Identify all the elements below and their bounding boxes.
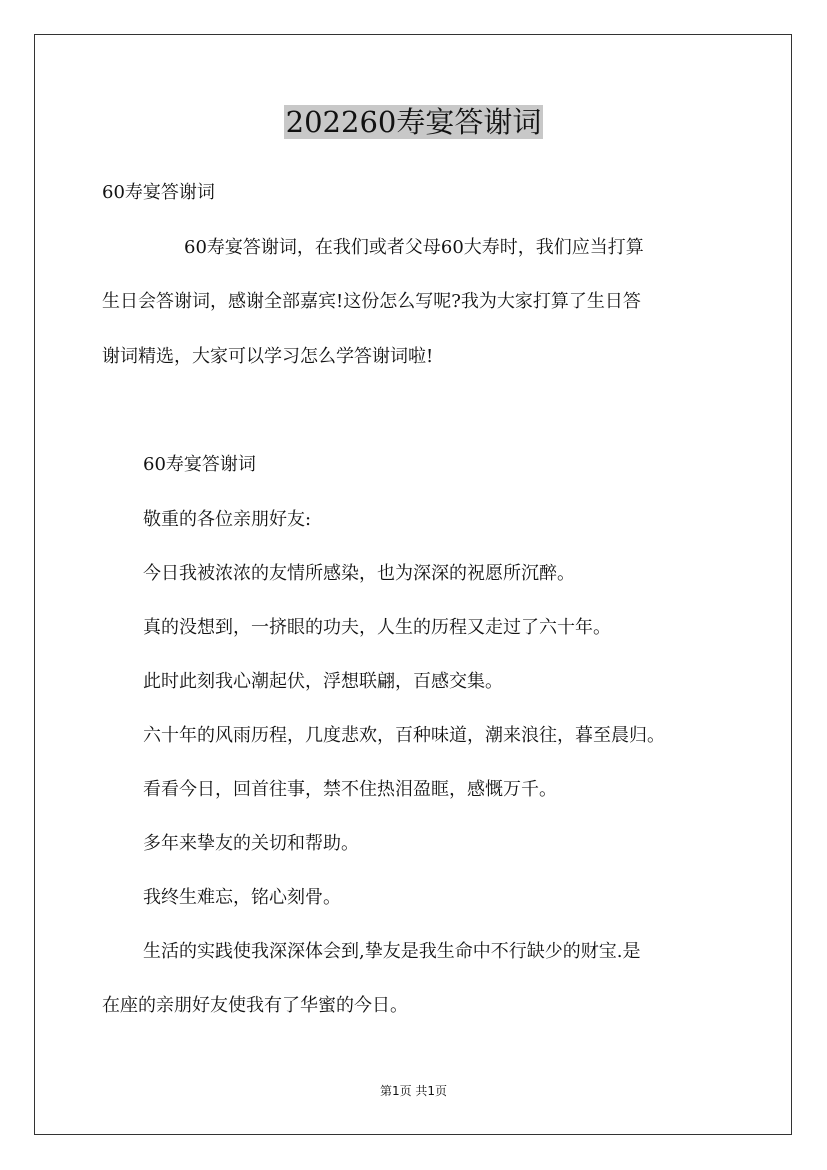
intro-line-2: 生日会答谢词，感谢全部嘉宾!这份怎么写呢?我为大家打算了生日答: [102, 291, 641, 312]
body-line-7: 多年来挚友的关切和帮助。: [143, 833, 359, 854]
body-line-9: 生活的实践使我深深体会到,挚友是我生命中不行缺少的财宝.是: [143, 941, 641, 962]
document-title-text: 202260寿宴答谢词: [285, 105, 542, 139]
body-line-6: 看看今日，回首往事，禁不住热泪盈眶，感慨万千。: [143, 779, 557, 800]
document-subtitle: 60寿宴答谢词: [102, 182, 215, 203]
body-line-2: 今日我被浓浓的友情所感染，也为深深的祝愿所沉醉。: [143, 563, 575, 584]
intro-line-1: 60寿宴答谢词，在我们或者父母60大寿时，我们应当打算: [184, 237, 644, 258]
body-line-4: 此时此刻我心潮起伏，浮想联翩，百感交集。: [143, 671, 503, 692]
body-line-3: 真的没想到，一挤眼的功夫，人生的历程又走过了六十年。: [143, 617, 611, 638]
intro-line-3: 谢词精选，大家可以学习怎么学答谢词啦!: [102, 346, 434, 367]
body-line-8: 我终生难忘，铭心刻骨。: [143, 887, 341, 908]
body-line-1: 敬重的各位亲朋好友:: [143, 509, 312, 530]
section-heading: 60寿宴答谢词: [143, 454, 256, 475]
document-title: [0, 102, 827, 142]
body-line-5: 六十年的风雨历程，几度悲欢，百种味道，潮来浪往，暮至晨归。: [143, 725, 665, 746]
page-footer: 第1页 共1页: [379, 1084, 448, 1098]
body-line-10: 在座的亲朋好友使我有了华蜜的今日。: [102, 995, 408, 1016]
